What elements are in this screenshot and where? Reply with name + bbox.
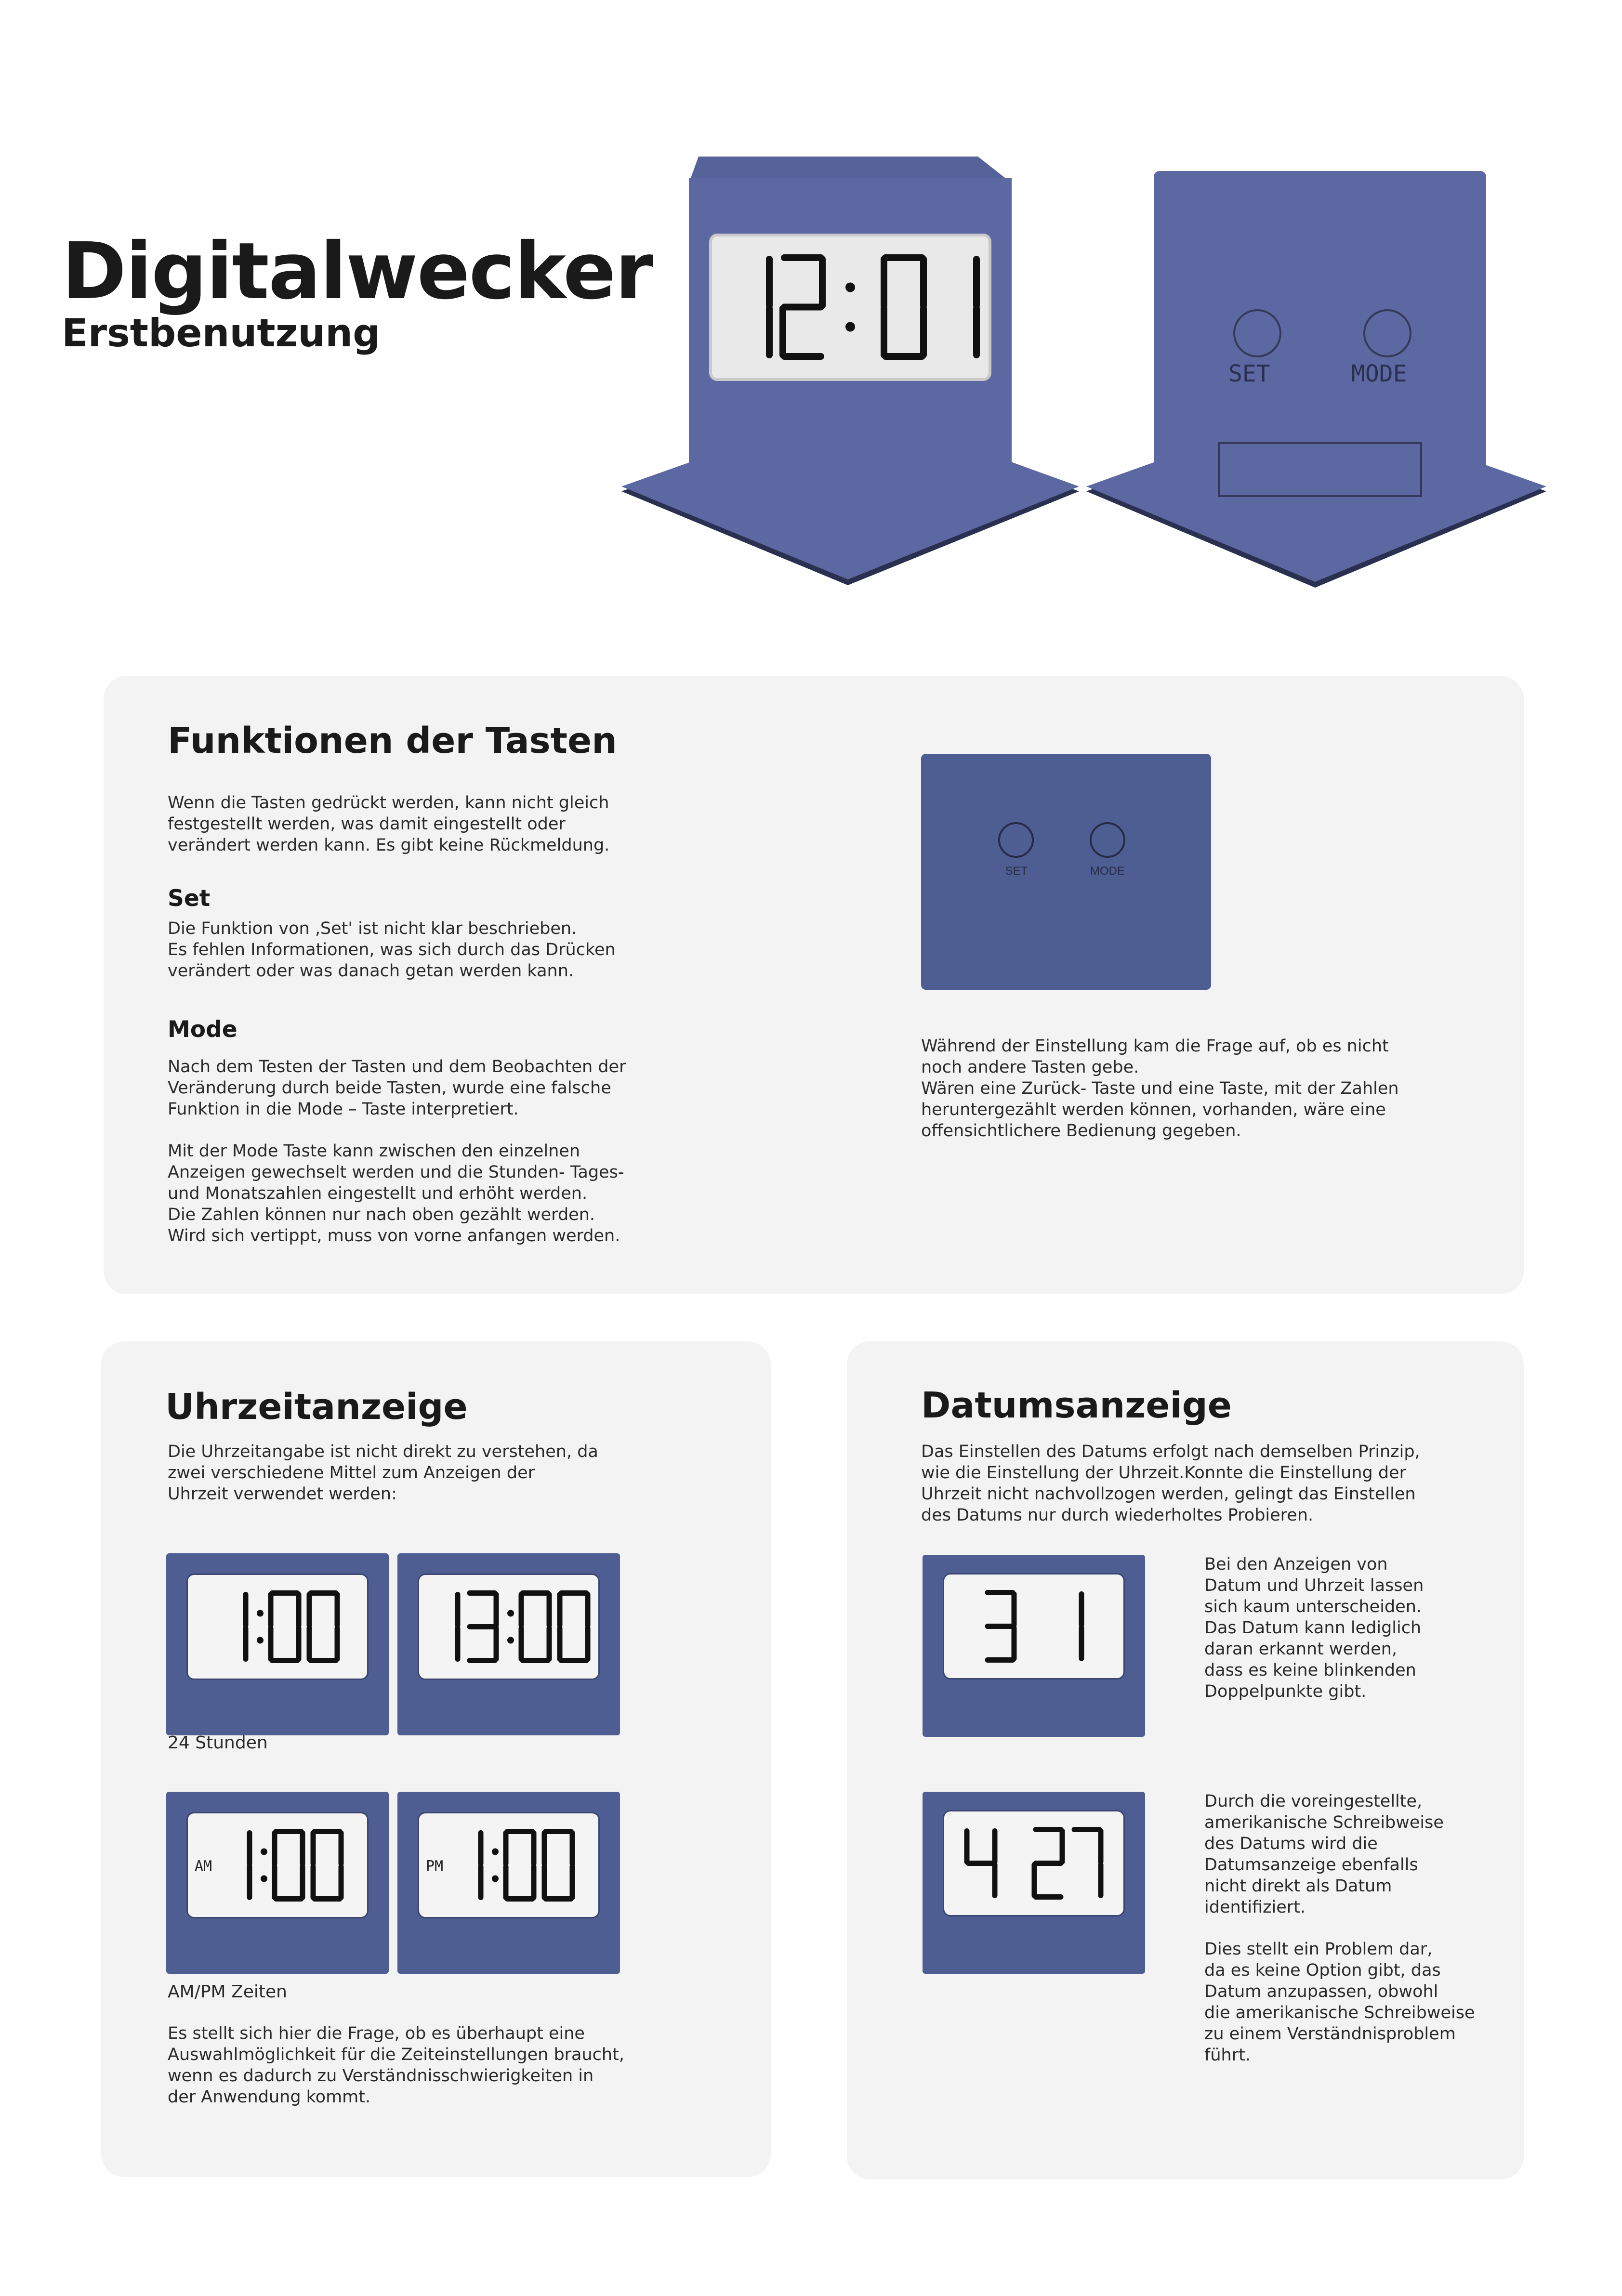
lcd-digits [188,1575,367,1679]
lcd-colon [261,1876,267,1882]
mode-heading: Mode [168,1016,237,1043]
mode-text-1: Nach dem Testen der Tasten und dem Beobachten der Veränderung durch beide Tasten, wurde eine falsche Funktion in die Mode – Taste interpretiert. [168,1057,626,1119]
date-display-intro: Das Einstellen des Datums erfolgt nach demselben Prinzip, wie die Einstellung der Uhrzeit.Konnte die Einstellung der Uhrzeit nicht nachvollzogen werden, gelingt das Einstellen des Datums nur durch wiederholtes Probieren. [921,1442,1420,1525]
lcd-24h-1 [166,1553,389,1735]
lcd-date-1 [923,1555,1145,1737]
functions-intro: Wenn die Tasten gedrückt werden, kann nicht gleich festgestellt werden, was damit eingestellt oder verändert werden kann. Es gibt keine Rückmeldung. [168,793,610,855]
date-text-2a: Durch die voreingestellte, amerikanische Schreibweise des Datums wird die Datumsanzeige ebenfalls nicht direkt als Datum identifiziert. [1204,1792,1444,1917]
lcd-pm [397,1792,620,1974]
lcd-digits [419,1575,598,1679]
caption-ampm: AM/PM Zeiten [168,1982,287,2002]
clock-back-illustration [1079,159,1566,607]
lcd-24h-2 [397,1553,620,1735]
lcd-prefix: AM [195,1858,212,1875]
lcd-digits [944,1574,1123,1678]
lcd-digits [419,1813,598,1917]
lcd-colon [257,1637,264,1644]
date-text-2b: Dies stellt ein Problem dar, da es keine Option gibt, das Datum anzupassen, obwohl die amerikanische Schreibweise zu einem Verständnisproblem führt. [1204,1940,1475,2065]
time-display-intro: Die Uhrzeitangabe ist nicht direkt zu verstehen, da zwei verschiedene Mittel zum Anzeigen der Uhrzeit verwendet werden: [168,1442,598,1504]
lcd-digits [188,1813,367,1917]
lcd-colon [492,1849,499,1855]
lcd-colon [507,1637,514,1644]
device-back-closeup [921,754,1211,990]
caption-24h: 24 Stunden [168,1733,268,1753]
lcd-colon [845,283,855,292]
time-display-outro: Es stellt sich hier die Frage, ob es überhaupt eine Auswahlmöglichkeit für die Zeiteinstellungen braucht, wenn es dadurch zu Verständnisschwierigkeiten in der Anwendung kommt. [168,2024,624,2107]
clock-front-illustration [621,149,1094,607]
lcd-colon [257,1610,264,1617]
set-heading: Set [168,885,211,912]
functions-right-text: Während der Einstellung kam die Frage auf, ob es nicht noch andere Tasten gebe. Wären eine Zurück- Taste und eine Taste, mit der Zahlen heruntergezählt werden können, vorhanden, wäre eine offensichtlichere Bedienung gegeben. [921,1036,1399,1141]
page-title: Digitalwecker [62,226,653,317]
time-display-heading: Uhrzeitanzeige [165,1386,468,1428]
lcd-colon [845,322,855,332]
mode-label: MODE [1090,865,1125,878]
mode-text-2: Mit der Mode Taste kann zwischen den einzelnen Anzeigen gewechselt werden und die Stunden- Tages- und Monatszahlen eingestellt und erhöht werden. Die Zahlen können nur nach oben gezählt werden. Wird sich vertippt, muss von vorne anfangen werden. [168,1141,624,1246]
date-text-1: Bei den Anzeigen von Datum und Uhrzeit lassen sich kaum unterscheiden. Das Datum kann lediglich daran erkannt werden, dass es keine blinkenden Doppelpunkte gibt. [1204,1555,1424,1701]
lcd-colon [261,1849,267,1855]
set-label: SET [1005,865,1028,878]
lcd-prefix: PM [426,1858,444,1875]
lcd-colon [492,1876,499,1882]
lcd-digits [944,1811,1123,1915]
date-display-heading: Datumsanzeige [921,1385,1232,1426]
set-button [998,822,1034,858]
lcd-colon [507,1610,514,1617]
back-set-label: SET [1228,360,1270,387]
functions-heading: Funktionen der Tasten [168,720,617,761]
mode-button [1090,822,1125,858]
lcd-am [166,1792,389,1974]
lcd-date-2 [923,1792,1145,1974]
set-text: Die Funktion von ‚Set' ist nicht klar beschrieben. Es fehlen Informationen, was sich durch das Drücken verändert oder was danach getan werden kann. [168,919,616,981]
back-mode-label: MODE [1351,360,1407,387]
page-subtitle: Erstbenutzung [62,311,381,355]
